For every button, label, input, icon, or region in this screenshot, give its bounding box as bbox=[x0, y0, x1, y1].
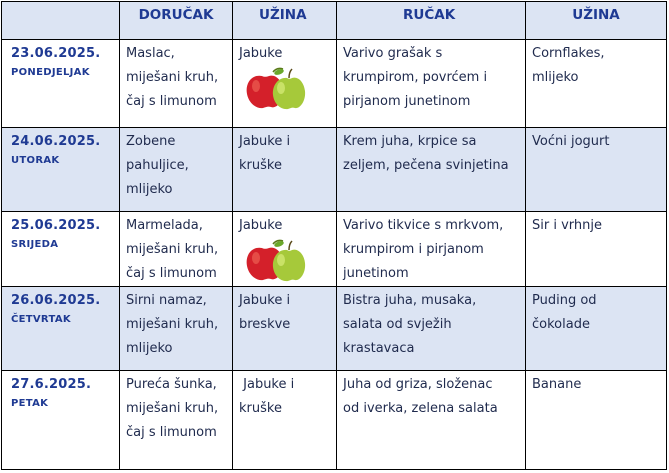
rucak-cell bbox=[337, 40, 526, 128]
uzina-2-text: Voćni jogurt bbox=[532, 134, 610, 149]
date-label: 24.06.2025. bbox=[11, 134, 101, 149]
date-label: 23.06.2025. bbox=[11, 46, 101, 61]
header-rucak: RUČAK bbox=[337, 2, 526, 40]
rucak-cell bbox=[337, 371, 526, 470]
header-dorucak: DORUČAK bbox=[120, 2, 233, 40]
uzina-text: Jabuke i kruške bbox=[239, 134, 291, 173]
uzina-2-cell bbox=[526, 212, 667, 287]
uzina-cell bbox=[233, 40, 337, 128]
table-row bbox=[2, 128, 667, 212]
table-row bbox=[2, 212, 667, 287]
uzina-2-text: Sir i vrhnje bbox=[532, 218, 602, 233]
header-uzina-1: UŽINA bbox=[233, 2, 337, 40]
dorucak-cell bbox=[120, 40, 233, 128]
rucak-text: Varivo grašak s krumpirom, povrćem i pirjanom junetinom bbox=[343, 46, 488, 109]
dorucak-text: Marmelada, miješani kruh, čaj s limunom bbox=[126, 218, 219, 281]
uzina-cell bbox=[233, 287, 337, 371]
date-label: 27.6.2025. bbox=[11, 377, 92, 392]
weekly-menu-table bbox=[1, 1, 667, 470]
uzina-cell bbox=[233, 371, 337, 470]
dorucak-cell bbox=[120, 287, 233, 371]
rucak-cell bbox=[337, 287, 526, 371]
apples-icon bbox=[243, 66, 307, 110]
rucak-cell bbox=[337, 212, 526, 287]
uzina-text: Jabuke bbox=[239, 46, 283, 61]
date-label: 25.06.2025. bbox=[11, 218, 101, 233]
day-label: PONEDJELJAK bbox=[11, 67, 90, 78]
date-cell bbox=[2, 212, 120, 287]
apples-icon bbox=[243, 238, 307, 282]
dorucak-cell bbox=[120, 128, 233, 212]
uzina-text: Jabuke i breskve bbox=[239, 293, 291, 332]
rucak-text: Juha od griza, složenac od iverka, zelena salata bbox=[343, 377, 498, 416]
dorucak-cell bbox=[120, 371, 233, 470]
uzina-cell bbox=[233, 128, 337, 212]
table-row bbox=[2, 371, 667, 470]
dorucak-cell bbox=[120, 212, 233, 287]
rucak-cell bbox=[337, 128, 526, 212]
dorucak-text: Zobene pahuljice, mlijeko bbox=[126, 134, 189, 197]
uzina-text: Jabuke bbox=[239, 218, 283, 233]
rucak-text: Varivo tikvice s mrkvom, krumpirom i pirjanom junetinom bbox=[343, 218, 504, 281]
day-label: SRIJEDA bbox=[11, 239, 59, 250]
rucak-text: Krem juha, krpice sa zeljem, pečena svinjetina bbox=[343, 134, 509, 173]
uzina-2-cell bbox=[526, 128, 667, 212]
day-label: PETAK bbox=[11, 398, 49, 409]
header-empty bbox=[2, 2, 120, 40]
uzina-2-cell bbox=[526, 287, 667, 371]
date-cell bbox=[2, 287, 120, 371]
uzina-text: Jabuke i kruške bbox=[239, 377, 295, 416]
uzina-cell bbox=[233, 212, 337, 287]
date-cell bbox=[2, 40, 120, 128]
table-row bbox=[2, 40, 667, 128]
date-label: 26.06.2025. bbox=[11, 293, 101, 308]
rucak-text: Bistra juha, musaka, salata od svježih krastavaca bbox=[343, 293, 477, 356]
uzina-2-text: Cornflakes, mlijeko bbox=[532, 46, 605, 85]
date-cell bbox=[2, 371, 120, 470]
uzina-2-text: Puding od čokolade bbox=[532, 293, 597, 332]
header-row bbox=[2, 2, 667, 40]
date-cell bbox=[2, 128, 120, 212]
header-uzina-2: UŽINA bbox=[526, 2, 667, 40]
day-label: ČETVRTAK bbox=[11, 314, 71, 325]
dorucak-text: Sirni namaz, miješani kruh, mlijeko bbox=[126, 293, 219, 356]
dorucak-text: Maslac, miješani kruh, čaj s limunom bbox=[126, 46, 219, 109]
uzina-2-text: Banane bbox=[532, 377, 582, 392]
table-row bbox=[2, 287, 667, 371]
uzina-2-cell bbox=[526, 40, 667, 128]
uzina-2-cell bbox=[526, 371, 667, 470]
day-label: UTORAK bbox=[11, 155, 60, 166]
dorucak-text: Pureća šunka, miješani kruh, čaj s limunom bbox=[126, 377, 219, 440]
